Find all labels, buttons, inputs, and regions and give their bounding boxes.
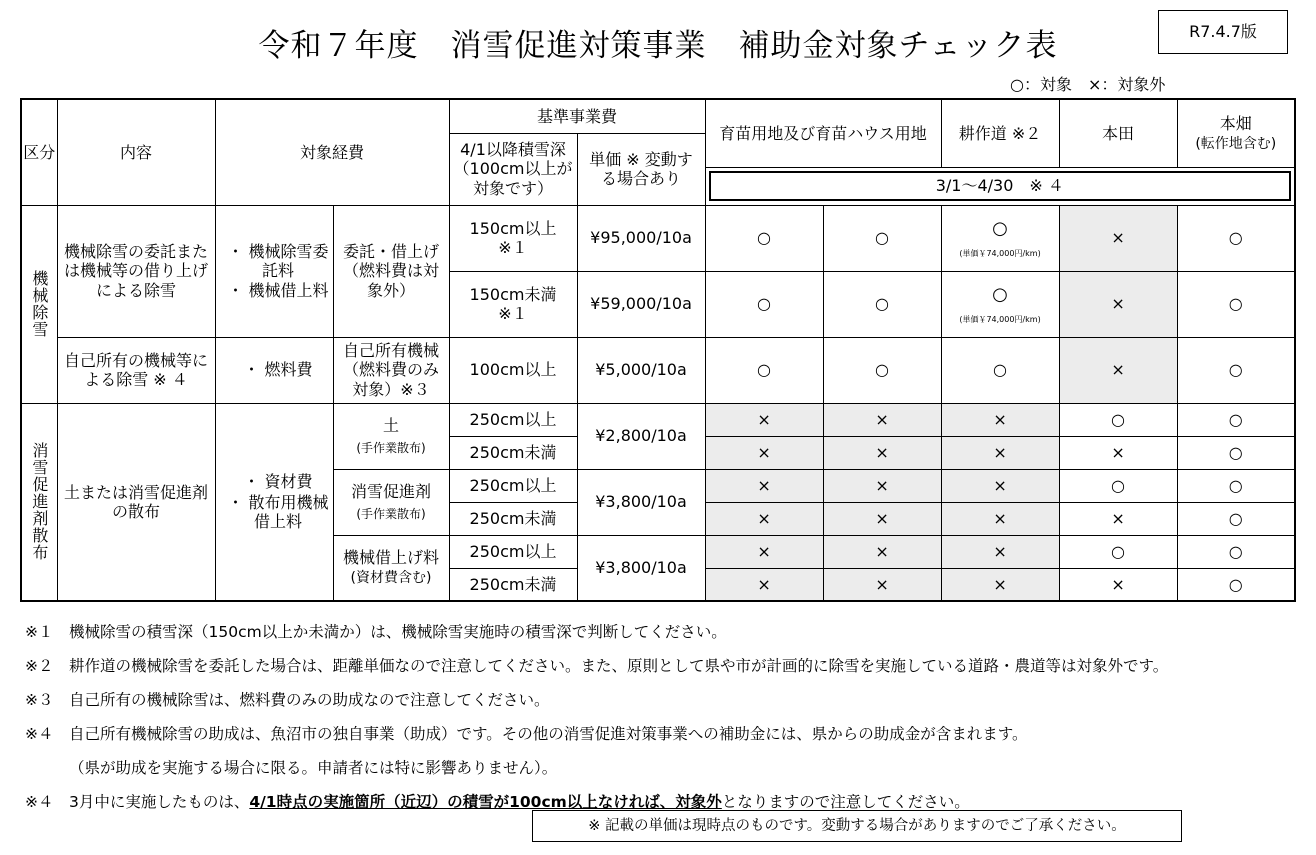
sanpu-type-2-text: 消雪促進剤 bbox=[351, 482, 432, 502]
note-4: ※４ 自己所有機械除雪の助成は、魚沼市の独自事業（助成）です。その他の消雪促進対策事業への補助金には、県からの助成金が含まれます。 bbox=[25, 725, 1028, 743]
sanpu-content: 土または消雪促進剤の散布 bbox=[57, 403, 215, 601]
header-honden: 本田 bbox=[1059, 99, 1177, 167]
header-ikubyo: 育苗用地及び育苗ハウス用地 bbox=[705, 99, 941, 167]
mark-cell-road bbox=[941, 205, 1059, 271]
kikai-price-2: ¥59,000/10a bbox=[577, 271, 705, 337]
kikai-depth-3: 100cm以上 bbox=[449, 337, 577, 403]
mark-cell: × bbox=[941, 568, 1059, 601]
mark-cell: ○ bbox=[1177, 271, 1295, 337]
mark-cell: ○ bbox=[705, 337, 823, 403]
notes bbox=[25, 620, 1168, 824]
header-naiyo: 内容 bbox=[57, 99, 215, 205]
mark-cell: × bbox=[823, 535, 941, 568]
mark-cell: × bbox=[941, 469, 1059, 502]
sanpu-type-3-sub: (資材費含む) bbox=[350, 570, 432, 587]
mark-cell: × bbox=[941, 403, 1059, 436]
mark-cell: ○ bbox=[1177, 436, 1295, 469]
kikai-depth-2-text: 150cm未満 bbox=[469, 284, 557, 304]
sanpu-depth: 250cm未満 bbox=[449, 502, 577, 535]
mark-cell: × bbox=[1059, 568, 1177, 601]
mark-cell: × bbox=[1059, 271, 1177, 337]
mark-cell: ○ bbox=[1177, 568, 1295, 601]
honbatake-sub: (転作地含む) bbox=[1195, 135, 1277, 152]
sanpu-type-2-sub: (手作業散布) bbox=[356, 507, 426, 522]
kikai-depth-1-text: 150cm以上 bbox=[469, 218, 557, 238]
kikai-type-1: 委託・借上げ（燃料費は対象外） bbox=[333, 205, 449, 337]
sanpu-cost-a: ・ 資材費 bbox=[243, 472, 313, 492]
section-kikai-label bbox=[21, 205, 57, 403]
sanpu-depth: 250cm以上 bbox=[449, 469, 577, 502]
sanpu-type-1-sub: (手作業散布) bbox=[356, 441, 426, 456]
header-kosakudo: 耕作道 ※２ bbox=[941, 99, 1059, 167]
section-sanpu-text: 消雪促進剤散布 bbox=[29, 442, 49, 562]
sanpu-type-3-text: 機械借上げ料 bbox=[343, 548, 440, 568]
sanpu-depth: 250cm未満 bbox=[449, 568, 577, 601]
mark-cell: ○ bbox=[1059, 535, 1177, 568]
mark-cell: × bbox=[823, 403, 941, 436]
mark-cell: × bbox=[1059, 502, 1177, 535]
header-taisho-keihi: 対象経費 bbox=[215, 99, 449, 205]
page-title: 令和７年度 消雪促進対策事業 補助金対象チェック表 bbox=[258, 28, 1058, 64]
kikai-cost-2: ・ 燃料費 bbox=[215, 337, 333, 403]
mark-cell: × bbox=[705, 403, 823, 436]
header-tanka: 単価 ※ 変動する場合あり bbox=[577, 133, 705, 205]
mark-cell: × bbox=[705, 535, 823, 568]
subsidy-check-table bbox=[20, 98, 1296, 602]
note-5-post: となりますので注意してください。 bbox=[721, 793, 970, 811]
sanpu-depth: 250cm未満 bbox=[449, 436, 577, 469]
kikai-content-2: 自己所有の機械等による除雪 ※ ４ bbox=[57, 337, 215, 403]
mark-cell: ○ bbox=[823, 271, 941, 337]
note-5-underline: 4/1時点の実施箇所（近辺）の積雪が100cm以上なければ、対象外 bbox=[249, 793, 722, 811]
legend: ○：対象 ×：対象外 bbox=[1010, 75, 1166, 94]
note-5-pre: ※４ 3月中に実施したものは、 bbox=[25, 793, 250, 811]
kikai-depth-2 bbox=[449, 271, 577, 337]
sanpu-cost-b: ・ 散布用機械借上料 bbox=[227, 492, 329, 531]
kikai-cost-1 bbox=[215, 205, 333, 337]
sanpu-type-1 bbox=[333, 403, 449, 469]
sanpu-price-3: ¥3,800/10a bbox=[577, 535, 705, 601]
period-cell bbox=[705, 167, 1295, 205]
mark-cell: × bbox=[823, 502, 941, 535]
mark-cell: ○ bbox=[1059, 403, 1177, 436]
sanpu-depth: 250cm以上 bbox=[449, 403, 577, 436]
mark-cell: ○ bbox=[1177, 403, 1295, 436]
sanpu-cost bbox=[215, 403, 333, 601]
header-sekisetsu: 4/1以降積雪深（100cm以上が対象です） bbox=[449, 133, 577, 205]
mark-cell: × bbox=[823, 568, 941, 601]
kikai-depth-2-note: ※１ bbox=[498, 304, 528, 323]
mark-cell: × bbox=[705, 568, 823, 601]
mark-cell: ○ bbox=[1177, 502, 1295, 535]
sanpu-type-1-text: 土 bbox=[383, 416, 400, 436]
mark-cell: × bbox=[823, 469, 941, 502]
kikai-cost-1a: ・ 機械除雪委託料 bbox=[227, 241, 329, 280]
road-price-note: (単価￥74,000円/km) bbox=[959, 314, 1041, 324]
sanpu-type-2 bbox=[333, 469, 449, 535]
kikai-cost-1b: ・ 機械借上料 bbox=[227, 281, 329, 301]
section-sanpu-label bbox=[21, 403, 57, 601]
mark-cell: ○ bbox=[1059, 469, 1177, 502]
mark-cell: ○ bbox=[1177, 535, 1295, 568]
mark-cell: × bbox=[941, 535, 1059, 568]
mark-cell: ○ bbox=[705, 271, 823, 337]
mark-cell: × bbox=[1059, 337, 1177, 403]
section-kikai-text: 機械除雪 bbox=[29, 270, 49, 338]
sanpu-depth: 250cm以上 bbox=[449, 535, 577, 568]
header-kubun: 区分 bbox=[21, 99, 57, 205]
mark: ○ bbox=[992, 283, 1008, 305]
sanpu-price-1: ¥2,800/10a bbox=[577, 403, 705, 469]
mark: ○ bbox=[992, 217, 1008, 239]
mark-cell-road bbox=[941, 271, 1059, 337]
road-price-note: (単価￥74,000円/km) bbox=[959, 248, 1041, 258]
kikai-depth-1 bbox=[449, 205, 577, 271]
mark-cell: × bbox=[1059, 205, 1177, 271]
note-3: ※３ 自己所有の機械除雪は、燃料費のみの助成なので注意してください。 bbox=[25, 691, 550, 709]
kikai-type-2: 自己所有機械（燃料費のみ対象）※３ bbox=[333, 337, 449, 403]
kikai-content-1: 機械除雪の委託または機械等の借り上げによる除雪 bbox=[57, 205, 215, 337]
kikai-price-3: ¥5,000/10a bbox=[577, 337, 705, 403]
footer-note: ※ 記載の単価は現時点のものです。変動する場合がありますのでご了承ください。 bbox=[532, 810, 1182, 842]
mark-cell: ○ bbox=[1177, 469, 1295, 502]
mark-cell: × bbox=[941, 436, 1059, 469]
mark-cell: × bbox=[705, 436, 823, 469]
mark-cell: × bbox=[705, 502, 823, 535]
kikai-depth-1-note: ※１ bbox=[498, 238, 528, 257]
honbatake-label: 本畑 bbox=[1219, 113, 1252, 133]
header-kijun-jigyohi: 基準事業費 bbox=[449, 99, 705, 133]
sanpu-type-3 bbox=[333, 535, 449, 601]
mark-cell: × bbox=[823, 436, 941, 469]
mark-cell: × bbox=[705, 469, 823, 502]
version-badge: R7.4.7版 bbox=[1158, 10, 1288, 54]
kikai-price-1: ¥95,000/10a bbox=[577, 205, 705, 271]
note-2: ※２ 耕作道の機械除雪を委託した場合は、距離単価なので注意してください。また、原則として県や市が計画的に除雪を実施している道路・農道等は対象外です。 bbox=[25, 657, 1169, 675]
period-label: 3/1～4/30 ※ ４ bbox=[709, 171, 1292, 201]
mark-cell: ○ bbox=[823, 337, 941, 403]
header-honbatake bbox=[1177, 99, 1295, 167]
mark-cell: × bbox=[941, 502, 1059, 535]
mark-cell: ○ bbox=[941, 337, 1059, 403]
note-4b: （県が助成を実施する場合に限る。申請者には特に影響ありません）。 bbox=[69, 759, 558, 777]
mark-cell: × bbox=[1059, 436, 1177, 469]
mark-cell: ○ bbox=[1177, 205, 1295, 271]
mark-cell: ○ bbox=[823, 205, 941, 271]
mark-cell: ○ bbox=[1177, 337, 1295, 403]
mark-cell: ○ bbox=[705, 205, 823, 271]
sanpu-price-2: ¥3,800/10a bbox=[577, 469, 705, 535]
note-1: ※１ 機械除雪の積雪深（150cm以上か未満か）は、機械除雪実施時の積雪深で判断してください。 bbox=[25, 623, 727, 641]
